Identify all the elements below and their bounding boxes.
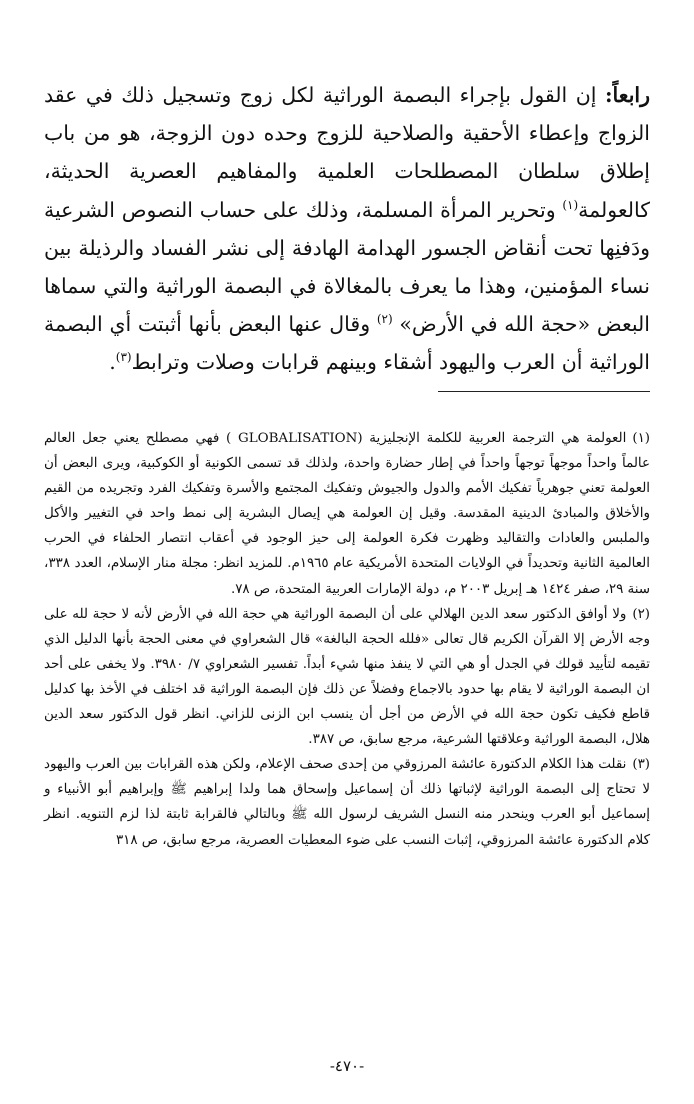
paragraph-text-2: وتحرير المرأة المسلمة، وذلك على حساب النصوص الشرعية ودَفنِها تحت أنقاض الجسور الهدامة الهادفة إلى نشر الفساد والرذيلة بين نساء المؤمنين، وهذا ما يعرف بالمغالاة في البصمة الوراثية والتي سماها البعض «حجة الله في الأرض» bbox=[44, 197, 650, 337]
footnote-number: (١) bbox=[632, 431, 650, 446]
footnote-ref-3: (٣) bbox=[115, 350, 132, 365]
footnote-2 bbox=[44, 602, 650, 753]
footnote-text: نقلت هذا الكلام الدكتورة عائشة المرزوقي من إحدى صحف الإعلام، ولكن هذه القرابات بين العرب واليهود لا تحتاج إلى البصمة الوراثية لإثباتها ذلك أن إسماعيل وإسحاق هما ولدا إبراهيم ﷺ وإبراهيم أبو الأنبياء و إسماعيل أبو العرب وينحدر منه النسل الشريف لرسول الله ﷺ وبالتالي فالقرابة ثابتة لذا لزم التنويه. انظر كلام الدكتورة عائشة المرزوقي، إثبات النسب على ضوء المعطيات العصرية، مرجع سابق، ص ٣١٨ bbox=[44, 757, 650, 848]
main-paragraph bbox=[44, 76, 650, 382]
footnote-ref-1: (١) bbox=[562, 197, 579, 212]
paragraph-text-1: إن القول بإجراء البصمة الوراثية لكل زوج وتسجيل ذلك في عقد الزواج وإعطاء الأحقية والصلاحية للزوج وحده دون الزوجة، هو من باب إطلاق سلطان المصطلحات العلمية والمفاهيم العصرية الحديثة، كالعولمة bbox=[44, 83, 650, 222]
footnote-number: (٣) bbox=[632, 757, 650, 773]
book-page bbox=[44, 0, 650, 1104]
footnotes bbox=[44, 426, 650, 853]
footnote-1 bbox=[44, 426, 650, 602]
footnote-number: (٢) bbox=[632, 606, 650, 622]
footnote-text: العولمة هي الترجمة العربية للكلمة الإنجليزية (GLOBALISATION ) فهي مصطلح يعني جعل العالم عالماً واحداً موجهاً توجهاً واحداً في إطار حضارة واحدة، ولذلك قد تسمى الكونية أو الكوكبية، ويرى البعض أن العولمة تعني جوهرياً تفكيك الأمم والدول والجيوش وتفكيك المجتمع والأسرة وتفكيك الفرد وتجريده من القيم والأخلاق والمبادئ الدينية المقدسة. وقيل إن العولمة هي إيصال البشرية إلى نمط واحد في التغيير والأكل والملبس والعادات والتقاليد وظهرت فكرة العولمة إلى حيز الوجود في أعقاب انتصار الحلفاء في الحرب العالمية الثانية وتحديداً في الولايات المتحدة الأمريكية عام ١٩٦٥م. للمزيد انظر: مجلة منار الإسلام، العدد ٣٣٨، سنة ٢٩، صفر ١٤٢٤ هـ إبريل ٢٠٠٣ م، دولة الإمارات العربية المتحدة، ص ٧٨. bbox=[44, 431, 650, 597]
paragraph-lead: رابعاً: bbox=[604, 83, 650, 107]
footnote-separator bbox=[438, 391, 650, 392]
footnote-ref-2: (٢) bbox=[376, 312, 393, 327]
footnote-text: ولا أوافق الدكتور سعد الدين الهلالي على أن البصمة الوراثية هي حجة الله في الأرض لأنه لا حجة لله على وجه الأرض إلا القرآن الكريم قال تعالى «فلله الحجة البالغة» قال الشعراوي في معنى الحجة بأنها الدليل الذي تقيمه لتأييد قولك في الجدل أو هي التي لا ينفذ منها شيء أبداً. تفسير الشعراوي ٧/ ٣٩٨٠. ولا يخفى على أحد ان البصمة الوراثية لا يقام بها حدود بالاجماع وفضلاً عن ذلك فإن البصمة الوراثية قد اختلف في الأخذ بها كدليل قاطع فكيف تكون حجة الله في الأرض من أجل أن ينسب ابن الزنى للزاني. انظر قول الدكتور سعد الدين هلال، البصمة الوراثية وعلاقتها الشرعية، مرجع سابق، ص ٣٨٧. bbox=[44, 606, 650, 748]
page-number: -٤٧٠- bbox=[329, 1057, 365, 1075]
paragraph-text-3: وقال عنها البعض بأنها أثبتت أي البصمة الوراثية أن العرب واليهود أشقاء وبينهم قرابات وصلات وترابط bbox=[44, 312, 650, 375]
footnote-3 bbox=[44, 752, 650, 852]
paragraph-end: . bbox=[109, 350, 116, 375]
